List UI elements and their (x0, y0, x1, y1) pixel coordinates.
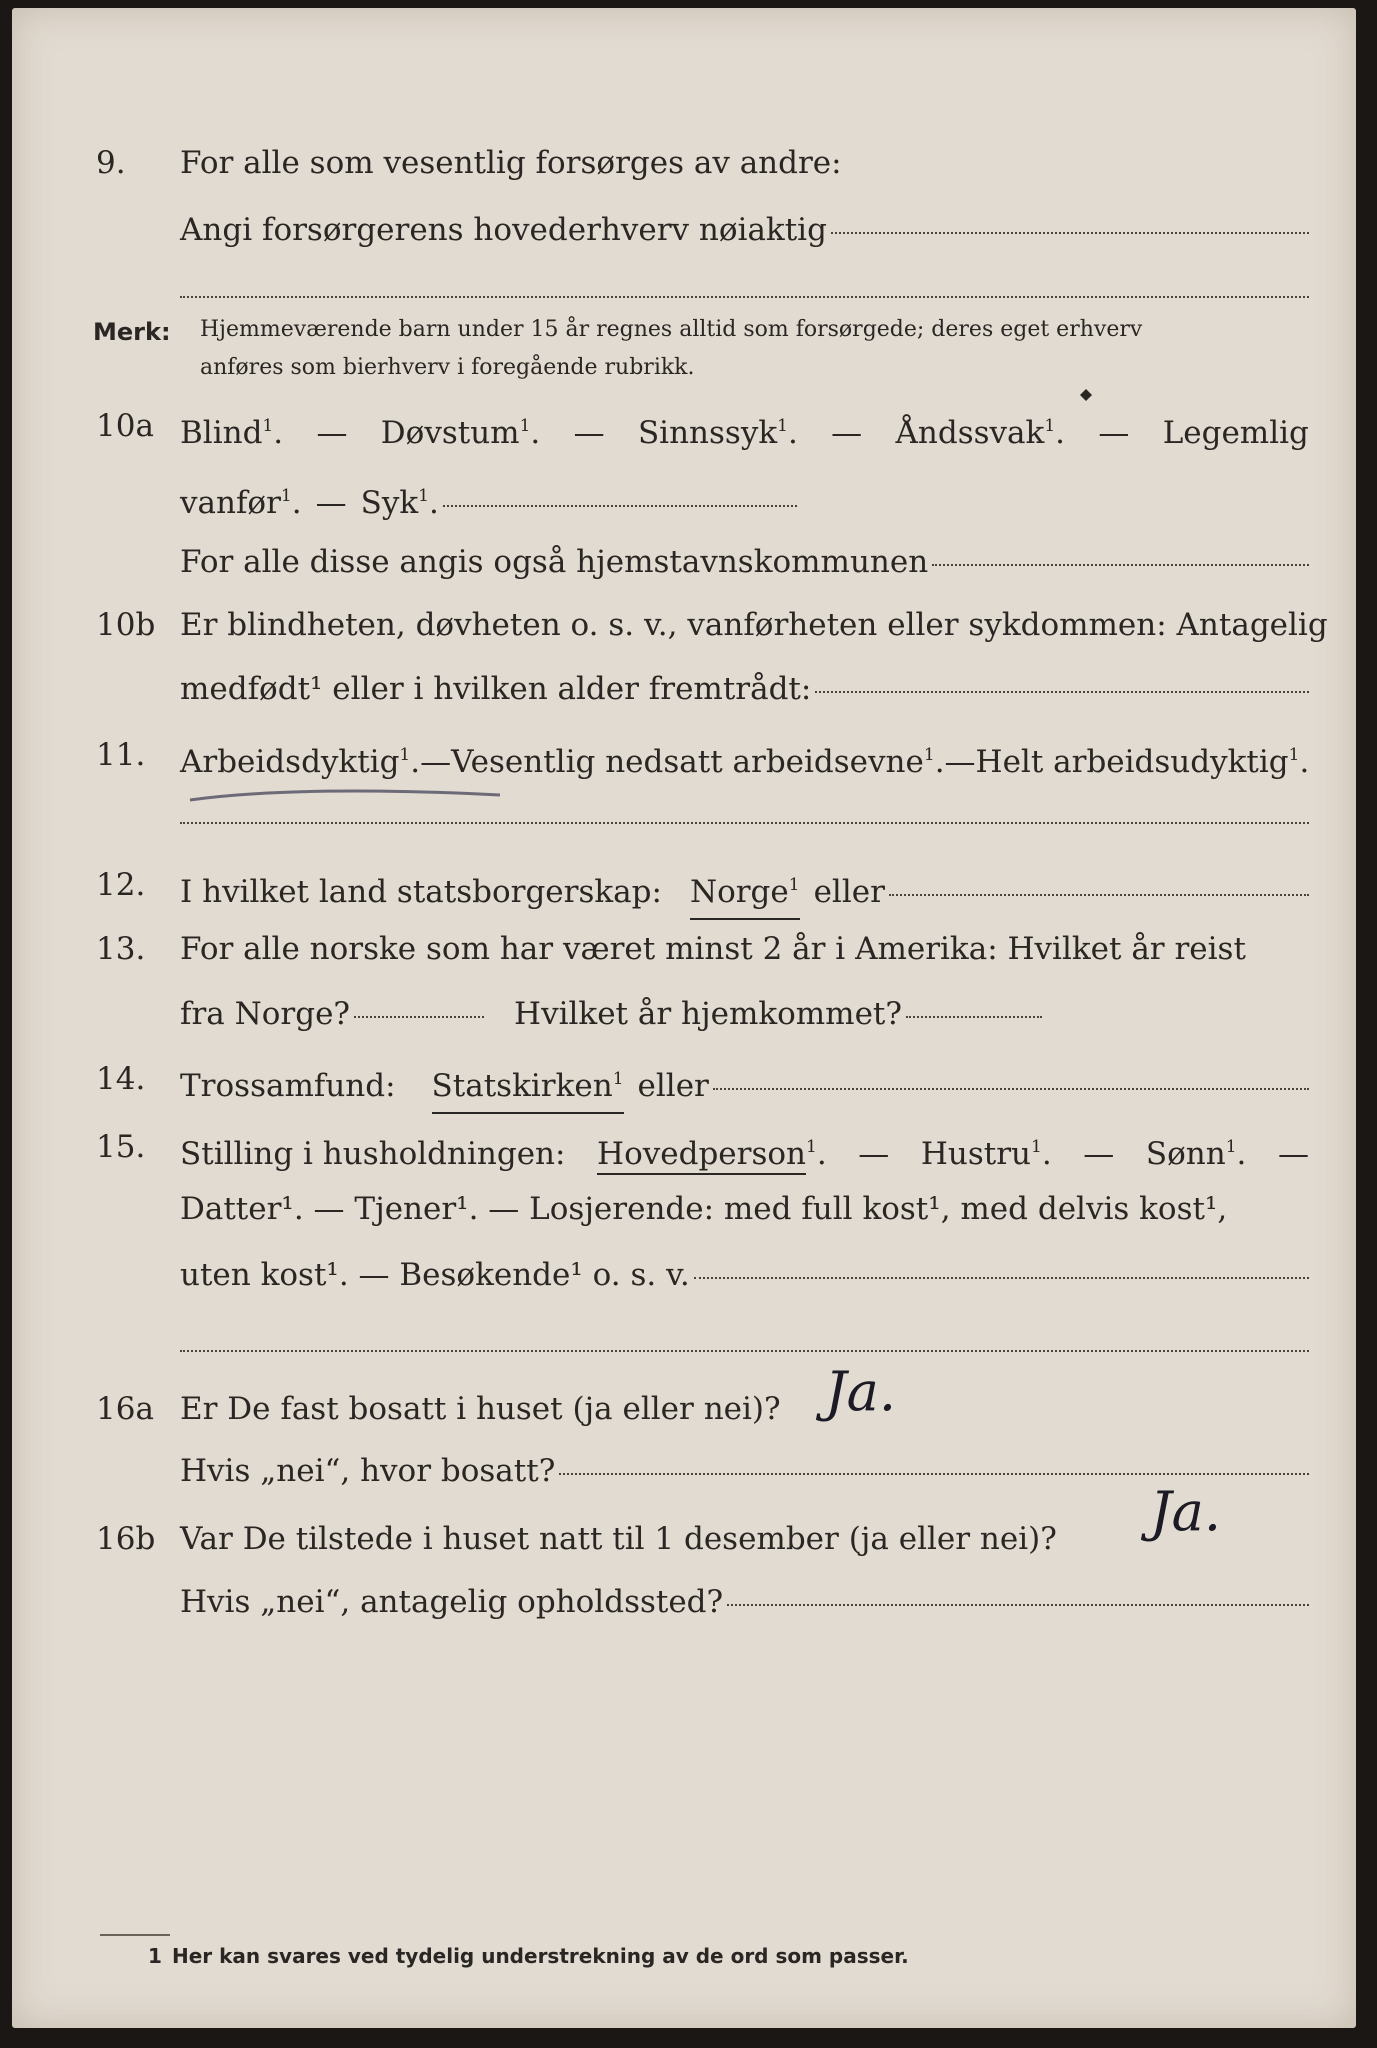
footnote-text: Her kan svares ved tydelig understrekning av de ord som passer. (172, 1944, 909, 1968)
footnote-mark: 1 (148, 1944, 162, 1968)
question-text: Datter¹. — Tjener¹. — Losjerende: med full kost¹, med delvis kost¹, (180, 1191, 1228, 1227)
option-vanfor[interactable]: vanfør (180, 485, 281, 521)
option-dovstum[interactable]: Døvstum (380, 415, 520, 451)
question-10b (0, 600, 1377, 650)
question-number: 12. (96, 867, 146, 903)
question-number: 16b (96, 1521, 156, 1557)
question-12: 12. I hvilket land statsborgerskap: Norge$^1$ eller (0, 860, 1377, 910)
option-norge[interactable]: Norge (689, 874, 789, 910)
option-syk[interactable]: Syk (360, 485, 419, 521)
question-number: 10a (96, 408, 154, 444)
question-13-line2 (0, 989, 1377, 1039)
question-text: For alle norske som har været minst 2 år i Amerika: Hvilket år reist (180, 931, 1246, 967)
note-label: Merk: (93, 318, 171, 346)
answer-line[interactable] (354, 1016, 484, 1018)
answer-line[interactable] (180, 1350, 1309, 1352)
question-10a: 10a Blind$^1$. — Døvstum$^1$. — Sinnssyk$^1$. — Åndssvak$^1$. — Legemlig (0, 401, 1377, 451)
question-number: 16a (96, 1391, 154, 1427)
option-hustru[interactable]: Hustru (920, 1136, 1031, 1172)
option-blind[interactable]: Blind (180, 415, 263, 451)
question-text: Stilling i husholdningen: (180, 1136, 566, 1172)
note-text: anføres som bierhverv i foregående rubrikk. (200, 355, 695, 380)
question-number: 9. (96, 145, 126, 181)
question-15-line2 (0, 1184, 1377, 1234)
question-11: 11. Arbeidsdyktig$^1$. — Vesentlig nedsatt arbeidsevne$^1$. — Helt arbeidsudyktig$^1$. (0, 730, 1377, 780)
question-text: Trossamfund: (180, 1068, 396, 1104)
answer-line[interactable] (180, 822, 1309, 824)
answer-line[interactable] (180, 296, 1309, 298)
question-text: I hvilket land statsborgerskap: (180, 874, 662, 910)
option-sinnssyk[interactable]: Sinnssyk (637, 415, 778, 451)
answer-line[interactable] (727, 1604, 1309, 1606)
question-text: Hvilket år hjemkommet? (514, 996, 903, 1032)
question-text: uten kost¹. — Besøkende¹ o. s. v. (180, 1257, 690, 1293)
question-number: 13. (96, 931, 146, 967)
question-text: Hvis „nei“, antagelig opholdssted? (180, 1584, 724, 1620)
question-text: eller (637, 1068, 709, 1104)
question-15: 15. Stilling i husholdningen: Hovedperson$^1$. — Hustru$^1$. — Sønn$^1$. — (0, 1122, 1377, 1172)
question-text: Var De tilstede i huset natt til 1 desember (ja eller nei)? (180, 1521, 1057, 1557)
question-text: For alle disse angis også hjemstavnskommunen (180, 544, 929, 580)
question-9-line2 (0, 205, 1377, 255)
question-14: 14. Trossamfund: Statskirken$^1$ eller (0, 1054, 1377, 1104)
question-text: Hvis „nei“, hvor bosatt? (180, 1453, 556, 1489)
question-9 (0, 138, 1377, 188)
question-number: 15. (96, 1129, 146, 1165)
answer-line[interactable] (815, 691, 1309, 693)
handwritten-answer[interactable]: Ja. (825, 1360, 897, 1423)
answer-line[interactable] (443, 505, 797, 507)
answer-line[interactable] (559, 1473, 1309, 1475)
option-legemlig[interactable]: Legemlig (1162, 415, 1309, 451)
question-16b-line2 (0, 1577, 1377, 1627)
note-text: Hjemmeværende barn under 15 år regnes alltid som forsørgede; deres eget erhverv (200, 317, 1143, 342)
answer-line[interactable] (694, 1277, 1309, 1279)
question-10a-line3 (0, 537, 1377, 587)
ink-dot (1080, 389, 1092, 401)
question-text: eller (813, 874, 885, 910)
question-text: Er blindheten, døvheten o. s. v., vanførheten eller sykdommen: Antagelig (180, 607, 1328, 643)
pen-stroke (190, 791, 500, 800)
option-statskirken[interactable]: Statskirken (431, 1068, 613, 1104)
option-arbeidsdyktig[interactable]: Arbeidsdyktig (180, 744, 400, 780)
answer-line[interactable] (932, 564, 1309, 566)
question-number: 10b (96, 607, 156, 643)
question-text: fra Norge? (180, 996, 351, 1032)
footnote-rule (100, 1934, 170, 1936)
question-text: Er De fast bosatt i huset (ja eller nei)? (180, 1391, 781, 1427)
handwritten-answer[interactable]: Ja. (1150, 1480, 1222, 1543)
question-text: For alle som vesentlig forsørges av andre: (180, 145, 842, 181)
answer-line[interactable] (906, 1016, 1042, 1018)
answer-line[interactable] (713, 1088, 1309, 1090)
option-hovedperson[interactable]: Hovedperson (597, 1136, 806, 1175)
answer-line[interactable] (889, 894, 1309, 896)
question-13 (0, 924, 1377, 974)
question-number: 11. (96, 737, 146, 773)
option-sonn[interactable]: Sønn (1145, 1136, 1226, 1172)
answer-line[interactable] (831, 232, 1309, 234)
question-number: 14. (96, 1061, 146, 1097)
question-16a (0, 1384, 1377, 1434)
question-text: Angi forsørgerens hovederhverv nøiaktig (180, 212, 827, 248)
question-10b-line2 (0, 664, 1377, 714)
option-andssvak[interactable]: Åndssvak (895, 415, 1045, 451)
question-text: medfødt¹ eller i hvilken alder fremtrådt: (180, 671, 812, 707)
option-nedsatt[interactable]: Vesentlig nedsatt arbeidsevne (451, 744, 924, 780)
question-10a-line2: vanfør$^1$. — Syk$^1$. (0, 471, 1377, 521)
question-15-line3 (0, 1250, 1377, 1300)
option-udyktig[interactable]: Helt arbeidsudyktig (975, 744, 1289, 780)
